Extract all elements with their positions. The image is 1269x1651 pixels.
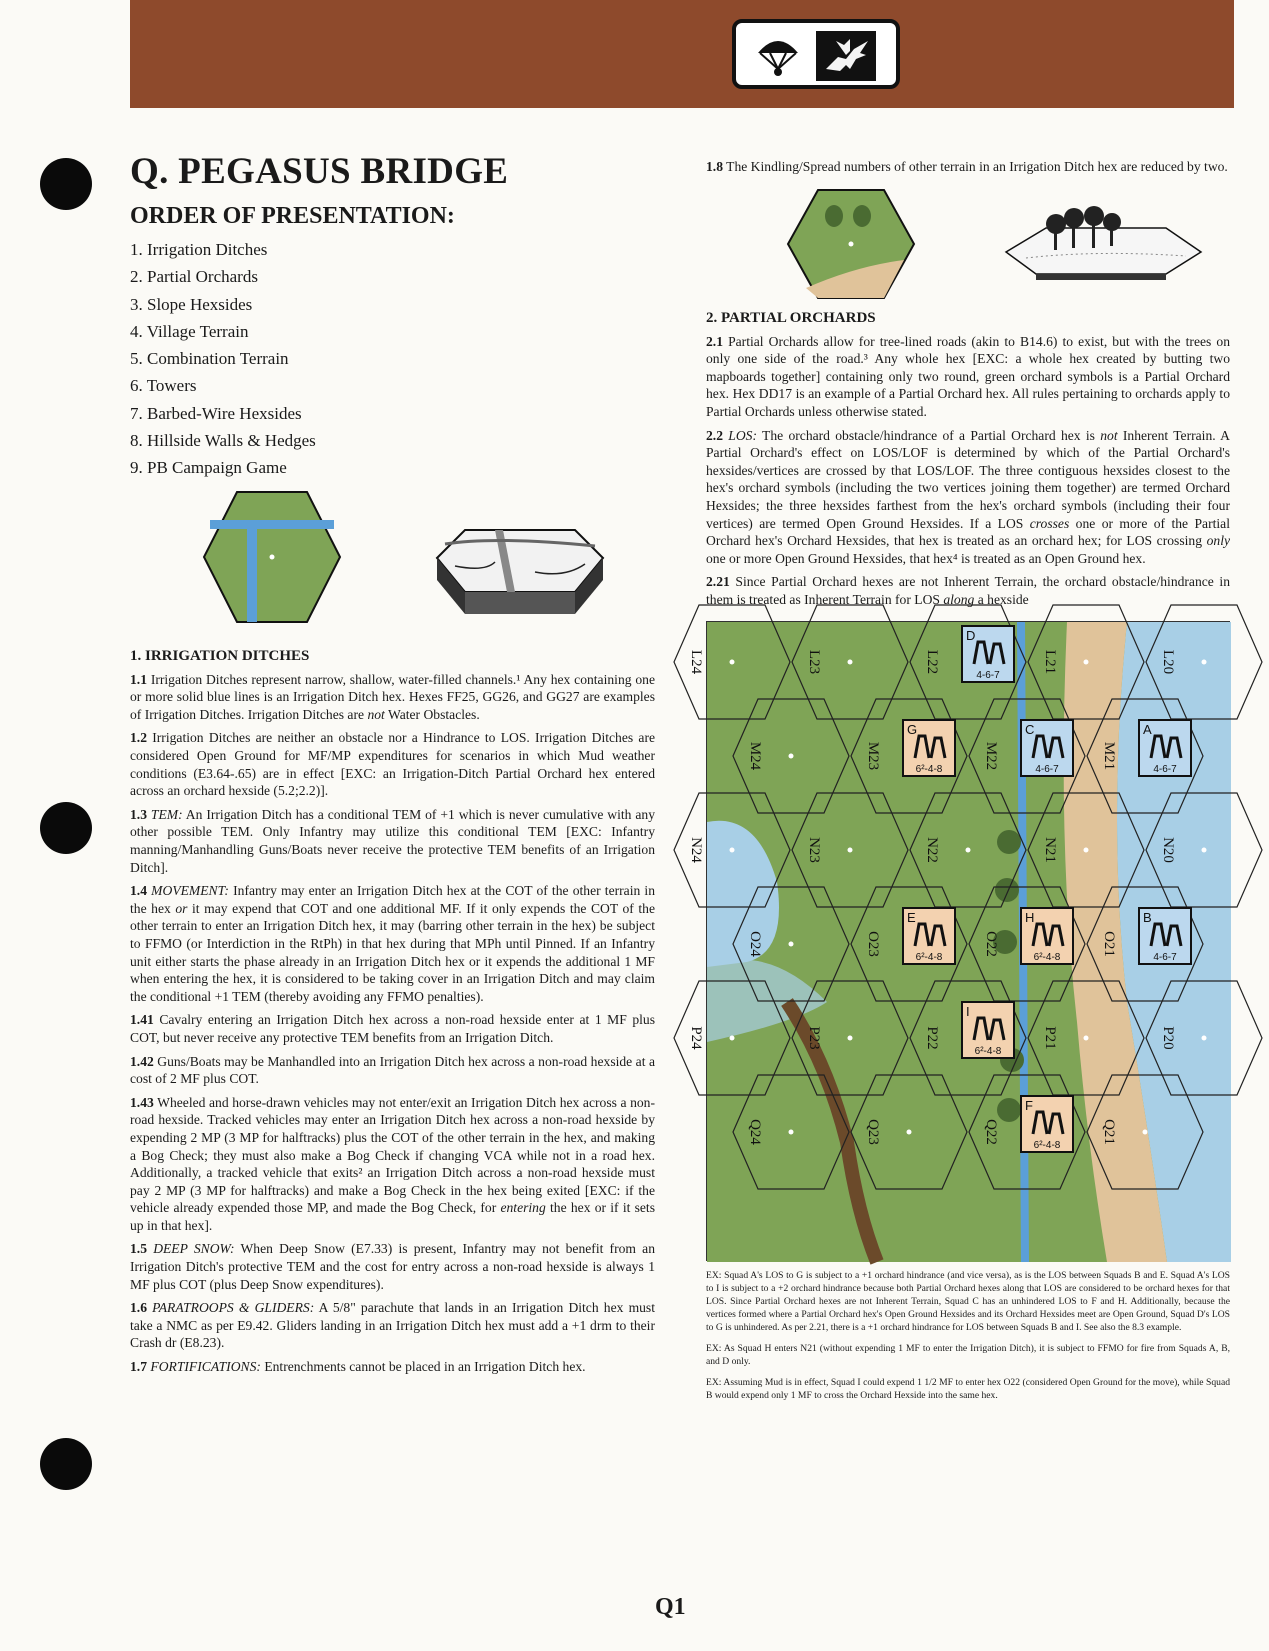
rule-1-7: 1.7 FORTIFICATIONS: Entrenchments cannot be placed in an Irrigation Ditch hex.	[130, 1359, 586, 1375]
hex-label: O24	[747, 930, 763, 957]
counter-value: 6²-4-8	[1033, 1139, 1061, 1151]
counter-letter: I	[966, 1003, 970, 1019]
hex-label: Q23	[865, 1118, 881, 1145]
example-map	[688, 621, 1230, 1261]
toc-item: 4. Village Terrain	[130, 321, 249, 341]
counter-value: 6²-4-8	[1033, 951, 1061, 963]
toc-item: 8. Hillside Walls & Hedges	[130, 431, 316, 451]
toc-list	[130, 236, 655, 482]
hex-label: L20	[1160, 649, 1176, 674]
counter-value: 4-6-7	[1035, 763, 1059, 775]
rule-1-4: 1.4 MOVEMENT: Infantry may enter an Irrigation Ditch hex at the COT of the other terrain in the hex or it may expend that COT and one additional MF. If it only expends the COT of the other terrain to enter an Irrigation Ditch hex, it may (barring other terrain in the hex) be subject to FFMO (or Interdiction in the RtPh) in that hex during that MPh until Pinned. If an Infantry unit either starts the phase already in an Irrigation Ditch hex or it expends the additional 1 MF when entering the hex, it is considered to be taking cover in an Irrigation Ditch and may claim the conditional +1 TEM (thereby avoiding any FFMO penalties).	[130, 883, 655, 1004]
hex-label: L21	[1042, 649, 1058, 674]
example-text: EX: As Squad H enters N21 (without expending 1 MF to enter the Irrigation Ditch), it is subject to FFMO for fire from Squads A, B, and D only.	[706, 1342, 1230, 1367]
counter-letter: A	[1143, 721, 1152, 737]
counter-value: 6²-4-8	[974, 1045, 1002, 1057]
left-column	[130, 150, 655, 1382]
hex-label: Q24	[747, 1118, 763, 1145]
hex-label: O22	[983, 930, 999, 957]
section-heading: 2. PARTIAL ORCHARDS	[706, 309, 876, 326]
hex-label: L24	[688, 649, 704, 674]
counter-letter: D	[966, 627, 976, 643]
hex-label: P23	[806, 1025, 822, 1050]
parachute-icon	[756, 35, 800, 77]
page-number: Q1	[655, 1594, 686, 1620]
hex-label: P20	[1160, 1025, 1176, 1050]
rule-2-21: 2.21 Since Partial Orchard hexes are not Inherent Terrain, the orchard obstacle/hindrance in them is treated as Inherent Terrain for LOS along a hexside	[706, 574, 1230, 607]
hex-label: O21	[1101, 930, 1117, 957]
hex-label: N23	[806, 836, 822, 863]
counter-letter: B	[1143, 909, 1152, 925]
pegasus-icon	[816, 31, 876, 81]
binder-hole	[40, 802, 92, 854]
partial-orchard-hex-icon	[786, 188, 916, 300]
rule-1-2: 1.2 Irrigation Ditches are neither an obstacle nor a Hindrance to LOS. Irrigation Ditches are considered Open Ground for MF/MP expenditures for scenarios in which Mud weather conditions (E3.64-.65) are in effect [EXC: an Irrigation-Ditch Partial Orchard hex entered across an orchard hexside (5.2;2.2)].	[130, 730, 655, 799]
rule-2-1: 2.1 Partial Orchards allow for tree-lined roads (akin to B14.6) to exist, but with the trees on only one side of the road.³ Any whole hex [EXC: a whole hex created by butting two mapboards together] containing only two round, green orchard symbols is a Partial Orchard hex. Hex DD17 is an example of a Partial Orchard hex. All rules pertaining to orchards apply to Partial Orchards unless otherwise stated.	[706, 333, 1230, 419]
rule-2-2: 2.2 LOS: The orchard obstacle/hindrance of a Partial Orchard hex is not Inherent Terrain. A Partial Orchard's effect on LOS/LOF is determined by which of the Partial Orchard's hexsides/vertices are crossed by that LOS/LOF. The three contiguous hexsides closest to the hex's orchard symbols (including the two vertices joining them together) are termed Orchard Hexsides; the three hexsides farthest from the hex's orchard symbols (including their four vertices) are termed Open Ground Hexsides. If a LOS crosses one or more of the Partial Orchard hex's Orchard Hexsides, that hex is treated as an orchard hex; for LOS crossing only one or more Open Ground Hexsides, that hex⁴ is treated as an Open Ground hex.	[706, 427, 1231, 566]
unit-counter	[962, 1002, 1014, 1058]
counter-value: 6²-4-8	[915, 951, 943, 963]
logo-box	[732, 19, 900, 89]
unit-counter	[903, 908, 955, 964]
page-title: Q. PEGASUS BRIDGE	[130, 151, 509, 192]
right-column	[688, 158, 1231, 1402]
toc-item: 1. Irrigation Ditches	[130, 240, 268, 259]
header-banner	[130, 0, 1234, 108]
hex-label: M23	[865, 741, 881, 770]
section-heading: 1. IRRIGATION DITCHES	[130, 647, 310, 664]
counter-letter: C	[1025, 721, 1035, 737]
unit-counter	[1021, 908, 1073, 964]
unit-counter	[1139, 720, 1191, 776]
example-text: EX: Squad A's LOS to G is subject to a +1 orchard hindrance (and vice versa), as is the LOS between Squads B and E. Squad A's LOS to I is subject to a +2 orchard hindrance because both Partial Orchard hexes along that LOS are considered to be orchard hexes for that LOS. Since Partial Orchard hexes are not Inherent Terrain, Squad C has an unhindered LOS to F and H. Additionally, because the vertices formed where a Partial Orchard hex's Open Ground Hexsides and its Orchard Hexsides meet are Open Ground, Squad D's LOS to G is unhindered. As per 2.21, there is a +1 orchard hindrance for LOS between Squads B and I. See also the 8.3 example.	[706, 1269, 1230, 1333]
hex-label: P24	[688, 1025, 704, 1050]
rule-1-6: 1.6 PARATROOPS & GLIDERS: A 5/8" parachute that lands in an Irrigation Ditch hex must take a NMC as per E9.42. Gliders landing in an Irrigation Ditch hex must add a +1 drm to their Crash dr (E8.23).	[130, 1300, 656, 1351]
partial-orchard-3d-icon	[996, 198, 1206, 288]
toc-item: 9. PB Campaign Game	[130, 458, 287, 478]
toc-item: 7. Barbed-Wire Hexsides	[130, 403, 302, 423]
counter-value: 4-6-7	[976, 669, 1000, 681]
hex-label: N20	[1160, 836, 1176, 863]
hex-label: P22	[924, 1025, 940, 1050]
toc-item: 6. Towers	[130, 376, 197, 396]
toc-item: 2. Partial Orchards	[130, 267, 258, 287]
unit-counter	[1021, 720, 1073, 776]
irrigation-hex-icon	[202, 490, 342, 624]
hex-label: N21	[1042, 836, 1058, 863]
hex-label: O23	[865, 930, 881, 957]
binder-hole	[40, 1438, 92, 1490]
rule-1-8: 1.8 The Kindling/Spread numbers of other terrain in an Irrigation Ditch hex are reduced by two.	[706, 159, 1228, 174]
hex-label: L23	[806, 649, 822, 674]
hex-label: M24	[747, 741, 763, 770]
hex-label: Q21	[1101, 1118, 1117, 1145]
rule-1-3: 1.3 TEM: An Irrigation Ditch has a conditional TEM of +1 which is never cumulative with any other possible TEM. Only Infantry may utilize this conditional TEM [EXC: Infantry manning/Manhandling Guns/Boats never receive the protective TEM benefits of an Irrigation Ditch].	[130, 806, 655, 875]
orchard-illustration	[706, 184, 1230, 302]
unit-counter	[903, 720, 955, 776]
irrigation-3d-icon	[435, 522, 605, 617]
hex-label: N22	[924, 836, 940, 863]
hex-label: N24	[688, 836, 704, 863]
rule-1-1: 1.1 Irrigation Ditches represent narrow, shallow, water-filled channels.¹ Any hex containing one or more solid blue lines is an Irrigation Ditch hex. Hexes FF25, GG26, and GG27 are examples of Irrigation Ditches. Irrigation Ditches are not Water Obstacles.	[130, 671, 655, 722]
order-heading: ORDER OF PRESENTATION:	[130, 203, 455, 229]
hex-label: Q22	[983, 1118, 999, 1145]
counter-letter: E	[907, 909, 916, 925]
rule-1-43: 1.43 Wheeled and horse-drawn vehicles may not enter/exit an Irrigation Ditch hex across a non-road hexside. Tracked vehicles may enter an Irrigation Ditch hex across a non-road hexside by expending 2 MP (3 MP for halftracks) plus the COT of the other terrain in the hex, and making a Bog Check; they must also make a Bog Check if changing VCA while not in a road hex. Additionally, a tracked vehicle that exits² an Irrigation Ditch across a non-road hexside must pay 2 MP (3 MP for halftracks) and make a Bog Check in the hex being exited [EXC: if the vehicle already expended those MP, and made the Bog Check, for entering the hex or if it sets up in that hex].	[130, 1094, 655, 1233]
unit-counter	[1139, 908, 1191, 964]
counter-value: 4-6-7	[1153, 763, 1177, 775]
rule-1-5: 1.5 DEEP SNOW: When Deep Snow (E7.33) is present, Infantry may not benefit from an Irrigation Ditch's protective TEM and the cost for entry across a non-road hexside is always 1 MF plus COT (plus Deep Snow expenditures).	[130, 1241, 655, 1292]
unit-counter	[962, 626, 1014, 682]
binder-hole	[40, 158, 92, 210]
counter-letter: F	[1025, 1097, 1033, 1113]
hex-label: L22	[924, 649, 940, 674]
hex-label: M22	[983, 741, 999, 770]
hex-label: P21	[1042, 1025, 1058, 1050]
counter-value: 6²-4-8	[915, 763, 943, 775]
unit-counter	[1021, 1096, 1073, 1152]
example-text: EX: Assuming Mud is in effect, Squad I could expend 1 1/2 MF to enter hex O22 (considered Open Ground for the move), while Squad B would expend only 1 MF to cross the Orchard Hexside into the same hex.	[706, 1376, 1230, 1401]
hex-label: M21	[1101, 741, 1117, 770]
rule-1-42: 1.42 Guns/Boats may be Manhandled into an Irrigation Ditch hex across a non-road hexside at a cost of 2 MF plus COT.	[130, 1053, 655, 1087]
hex-map	[688, 622, 1231, 1262]
counter-letter: G	[907, 721, 918, 737]
counter-letter: H	[1025, 909, 1035, 925]
irrigation-illustration	[130, 490, 655, 640]
toc-item: 3. Slope Hexsides	[130, 294, 253, 314]
toc-item: 5. Combination Terrain	[130, 349, 289, 369]
rule-1-41: 1.41 Cavalry entering an Irrigation Ditch hex across a non-road hexside enter at 1 MF plus COT, but never receive any protective TEM benefits from an Irrigation Ditch.	[130, 1012, 655, 1045]
counter-value: 4-6-7	[1153, 951, 1177, 963]
